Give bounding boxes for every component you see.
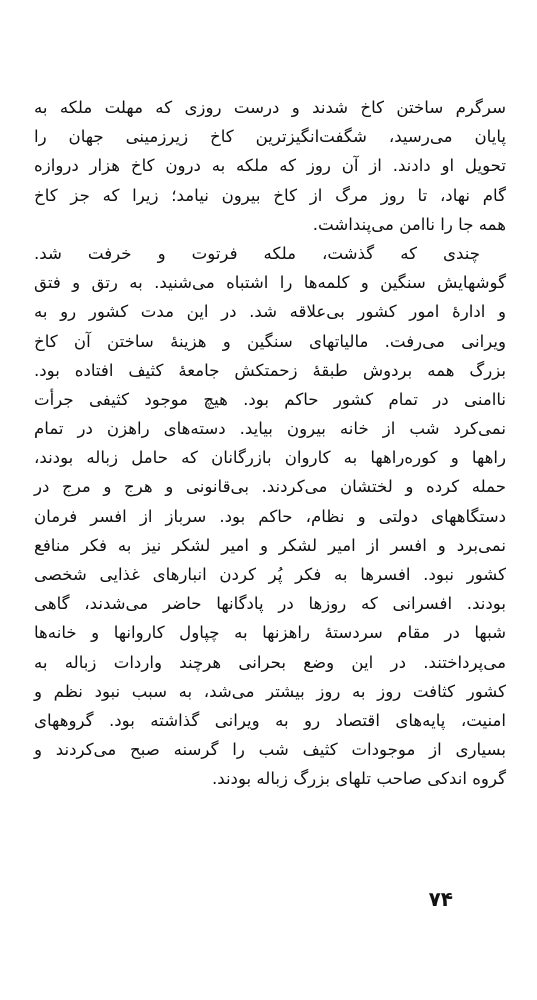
- text-line: بودند. افسرانی که روزها در پادگانها حاضر می‌شدند، گاهی: [34, 594, 506, 614]
- body-text: [34, 93, 506, 794]
- text-line: ناامنی در تمام کشور حاکم بود. هیچ موجود کثیفی جرأت: [34, 389, 506, 409]
- text-line: همه جا را ناامن می‌پنداشت.: [312, 214, 506, 234]
- text-line: دستگاههای دولتی و نظام، حاکم بود. سرباز از افسر فرمان: [34, 506, 506, 526]
- text-line: چندی که گذشت، ملکه فرتوت و خرفت شد.: [34, 243, 480, 263]
- text-line: گام نهاد، تا روز مرگ از کاخ بیرون نیامد؛ زیرا که جز کاخ: [34, 185, 506, 205]
- text-line: ویرانی می‌رفت. مالیاتهای سنگین و هزینهٔ ساختن آن کاخ: [34, 331, 506, 351]
- paragraph-2: [34, 239, 506, 794]
- text-line: نمی‌برد و افسر از امیر لشکر و امیر لشکر نیز به فکر منافع: [34, 535, 506, 555]
- text-line: کشور کثافت روز به روز بیشتر می‌شد، به سبب نبود نظم و: [34, 681, 506, 701]
- text-line: گروه اندکی صاحب تلهای بزرگ زباله بودند.: [211, 769, 506, 789]
- text-line: امنیت، پایه‌های اقتصاد رو به ویرانی گذاشته بود. گروههای: [34, 710, 506, 730]
- text-line: بسیاری از موجودات کثیف شب را گرسنه صبح می‌کردند و: [34, 740, 506, 760]
- text-line: سرگرم ساختن کاخ شدند و درست روزی که مهلت ملکه به: [34, 98, 506, 117]
- text-line: نمی‌کرد شب از خانه بیرون بیاید. دسته‌های راهزن در تمام: [34, 419, 506, 439]
- text-line: کشور نبود. افسرها به فکر پُر کردن انبارهای غذایی شخصی: [34, 565, 506, 584]
- text-line: بزرگ همه بردوش طبقهٔ زحمتکش جامعهٔ کثیف افتاده بود.: [34, 360, 506, 380]
- text-line: پایان می‌رسید، شگفت‌انگیزترین کاخ زیرزمینی جهان را: [34, 127, 506, 147]
- text-line: راهها و کوره‌راهها به کاروان بازرگانان که حامل زباله بودند،: [34, 448, 506, 468]
- text-line: گوشهایش سنگین و کلمه‌ها را اشتباه می‌شنید. به رتق و فتق: [34, 273, 506, 293]
- paragraph-1: [34, 93, 506, 239]
- text-line: تحویل او دادند. از آن روز که ملکه به درون کاخ هزار دروازه: [34, 156, 506, 176]
- page-number: ۷۴: [428, 887, 453, 911]
- text-line: شبها در مقام سردستهٔ راهزنها به چپاول کاروانها و خانه‌ها: [34, 623, 506, 643]
- text-line: می‌پرداختند. در این وضع بحرانی هرچند واردات زباله به: [34, 652, 506, 672]
- text-line: و ادارهٔ امور کشور بی‌علاقه شد. در این مدت کشور رو به: [34, 302, 506, 322]
- text-line: حمله کرده و لختشان می‌کردند. بی‌قانونی و هرج و مرج در: [34, 477, 506, 497]
